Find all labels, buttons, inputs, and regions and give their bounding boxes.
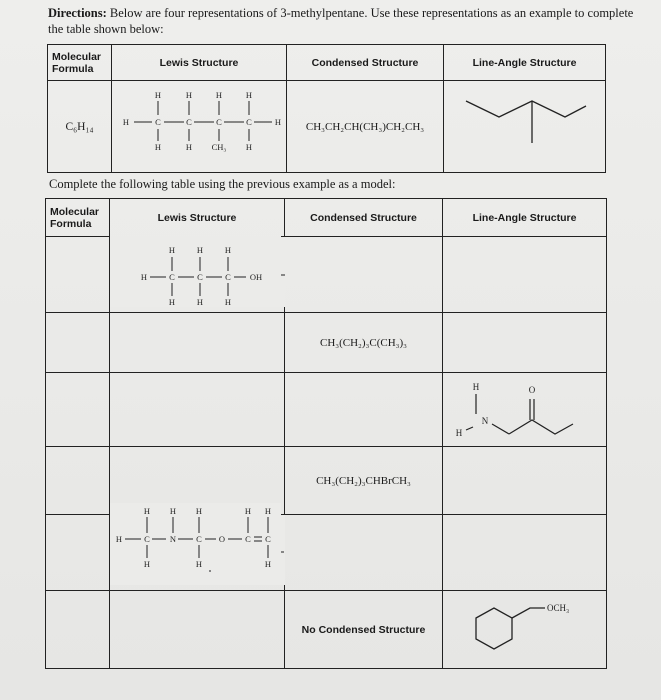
atom-h: H	[245, 142, 253, 152]
row1-formula-cell[interactable]	[46, 237, 110, 313]
example-lewis-cell	[112, 81, 287, 173]
atom-h: H	[185, 90, 193, 100]
atom-h: H	[264, 559, 272, 569]
header-lewis: Lewis Structure	[110, 199, 285, 237]
atom-h: H	[195, 559, 203, 569]
atom-h: H	[154, 142, 162, 152]
atom-c: C	[225, 272, 231, 282]
instruction-text: Complete the following table using the previous example as a model:	[49, 177, 396, 191]
atom-h: H	[264, 506, 272, 516]
row2-condensed: CH₃(CH₂)₃C(CH₃)₃	[285, 313, 443, 373]
header-mf-line1: Molecular	[52, 50, 102, 63]
example-condensed: CH₃CH₂CH(CH₃)CH₂CH₃	[287, 81, 444, 173]
line-angle-3-methylpentane	[444, 81, 606, 167]
header-condensed: Condensed Structure	[285, 199, 443, 237]
atom-och3: OCH₃	[547, 603, 570, 613]
header-mf-line2: Formula	[50, 217, 92, 230]
header-condensed: Condensed Structure	[287, 45, 444, 81]
atom-h: H	[143, 559, 151, 569]
atom-c: C	[246, 117, 252, 127]
atom-h: H	[169, 506, 177, 516]
directions-label: Directions:	[48, 6, 107, 20]
row6-line-angle-cell	[443, 591, 607, 669]
row4-condensed: CH₃(CH₂)₃CHBrCH₃	[285, 447, 443, 515]
header-line-angle: Line-Angle Structure	[444, 45, 606, 81]
atom-h: H	[185, 142, 193, 152]
atom-h: H	[195, 506, 203, 516]
atom-oh: OH	[249, 272, 263, 282]
row3-line-angle-cell	[443, 373, 607, 447]
row1-line-angle-cell[interactable]	[443, 237, 607, 313]
row4-formula-cell[interactable]	[46, 447, 110, 515]
row5-line-angle-cell[interactable]	[443, 515, 607, 591]
atom-c: C	[245, 534, 251, 544]
atom-o: O	[528, 385, 536, 395]
header-mf-line2: Formula	[52, 62, 94, 75]
atom-h: H	[274, 117, 282, 127]
atom-o: O	[218, 534, 226, 544]
atom-c: C	[144, 534, 150, 544]
row5-formula-cell[interactable]	[46, 515, 110, 591]
atom-h: H	[245, 90, 253, 100]
row2-line-angle-cell[interactable]	[443, 313, 607, 373]
row2-formula-cell[interactable]	[46, 313, 110, 373]
atom-h: H	[196, 245, 204, 255]
atom-h: H	[168, 297, 176, 306]
row4-line-angle-cell[interactable]	[443, 447, 607, 515]
atom-h: H	[115, 534, 123, 544]
row5-condensed-cell[interactable]	[285, 515, 443, 591]
atom-c: C	[155, 117, 161, 127]
atom-h: H	[455, 428, 463, 438]
header-line-angle: Line-Angle Structure	[443, 199, 607, 237]
atom-c: C	[169, 272, 175, 282]
header-molecular-formula	[48, 45, 112, 81]
row3-condensed-cell[interactable]	[285, 373, 443, 447]
atom-h: H	[244, 506, 252, 516]
atom-c: C	[265, 534, 271, 544]
atom-ch3: CH₃	[211, 142, 227, 152]
header-lewis: Lewis Structure	[112, 45, 287, 81]
atom-c: C	[186, 117, 192, 127]
atom-h: H	[215, 90, 223, 100]
atom-h: H	[472, 382, 480, 392]
line-angle-methoxycyclohexane	[443, 591, 607, 663]
lewis-row5-overlay	[110, 503, 283, 571]
atom-h: H	[154, 90, 162, 100]
line-angle-amide	[443, 373, 607, 441]
row2-lewis-cell[interactable]	[110, 313, 285, 373]
header-mf-line1: Molecular	[50, 205, 100, 218]
row6-formula-cell[interactable]	[46, 591, 110, 669]
header-molecular-formula	[46, 199, 110, 237]
atom-h: H	[140, 272, 148, 282]
directions	[48, 5, 648, 37]
atom-h: H	[224, 245, 232, 255]
atom-h: H	[196, 297, 204, 306]
row6-lewis-cell[interactable]	[110, 591, 285, 669]
atom-c: C	[196, 534, 202, 544]
example-formula: C₆H₁₄	[48, 81, 112, 173]
example-table	[47, 44, 606, 173]
row6-no-condensed: No Condensed Structure	[285, 591, 443, 669]
atom-n: N	[169, 534, 177, 544]
atom-n: N	[481, 416, 489, 426]
row1-condensed-cell[interactable]	[285, 237, 443, 313]
directions-text: Below are four representations of 3-methylpentane. Use these representations as an example to complete the table shown below:	[48, 6, 634, 36]
atom-h: H	[143, 506, 151, 516]
atom-c: C	[197, 272, 203, 282]
atom-c: C	[216, 117, 222, 127]
lewis-row1-overlay	[110, 236, 285, 306]
atom-h: H	[224, 297, 232, 306]
atom-h: H	[122, 117, 130, 127]
example-line-angle-cell	[444, 81, 606, 173]
row3-lewis-cell[interactable]	[110, 373, 285, 447]
atom-h: H	[168, 245, 176, 255]
row3-formula-cell[interactable]	[46, 373, 110, 447]
lewis-3-methylpentane	[112, 81, 287, 167]
